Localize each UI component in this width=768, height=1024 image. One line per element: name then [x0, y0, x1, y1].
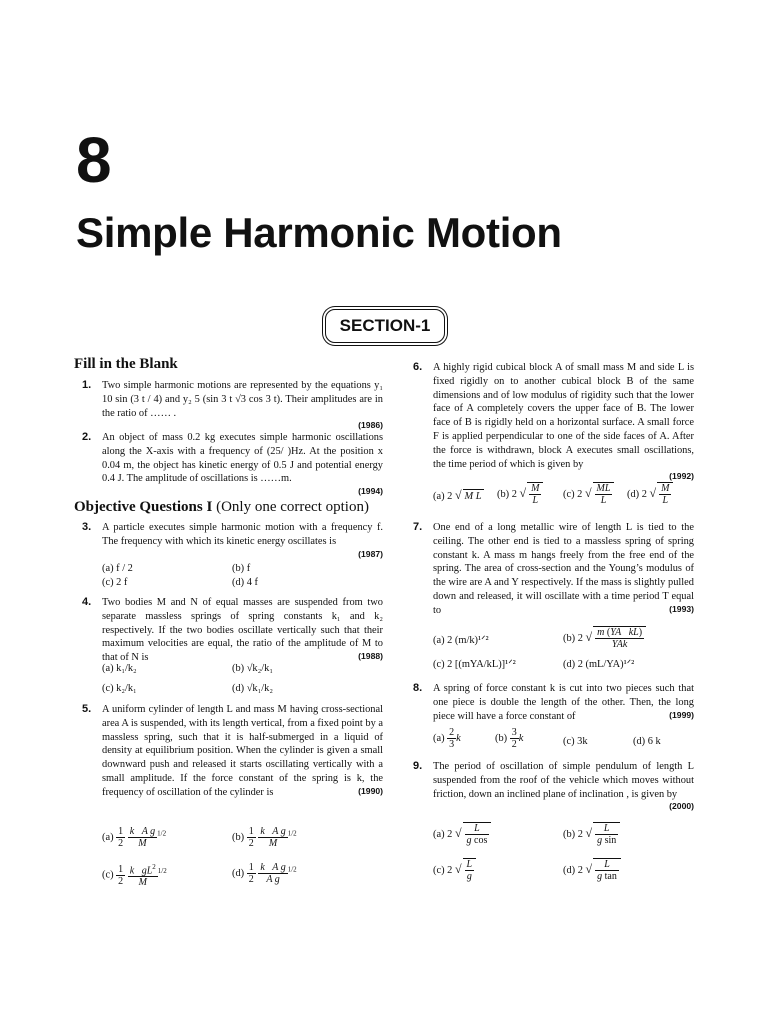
- section-label: SECTION-1: [325, 309, 445, 343]
- question-year: (1993): [669, 603, 694, 614]
- fraction: $\frac{\text{k A g}}{M}$: [260, 826, 286, 849]
- question-text: One end of a long metallic wire of length L is tied to the ceiling. The other end is tied to a massless spring of spring constant k. A mass m hangs freely from the free end of the spring. The area of cross-section and the Young’s modulus of the wire are A and Y respectively. If the mass is slightly pulled down and released, it will oscillate with a time period T equal to: [433, 522, 694, 616]
- option-d: (d) 2 √ $\frac{L}{\text{g tan}}$: [563, 858, 621, 882]
- question-5: [82, 703, 383, 800]
- fraction: $\frac{M}{L}$: [661, 483, 670, 506]
- fraction: $\frac{ML}{L}$: [596, 483, 611, 506]
- option-label: (a): [433, 732, 445, 744]
- option-c: (c) k₂/k₁: [102, 683, 137, 694]
- option-d: (d) $\frac{1}{2}$ $\frac{\text{k A g}}{\text{A g}}$ $^{1/2}$: [232, 862, 297, 885]
- question-1: [82, 379, 383, 431]
- fraction: $\frac{1}{2}$: [118, 863, 124, 887]
- option-label: (c) 2: [563, 488, 583, 500]
- option-a: (a) $\frac{1}{2}$ $\frac{\text{k A g}}{M}$ $^{1/2}$: [102, 826, 167, 849]
- option-label: (d) 2: [627, 488, 647, 500]
- question-year: (1999): [669, 709, 694, 720]
- question-5-options: [102, 818, 383, 890]
- option-b: (b) 2 √ $\frac{L}{\text{g sin}}$: [563, 822, 620, 846]
- question-number: 8.: [413, 682, 423, 694]
- option-b: (b) 2 √ $\frac{M}{L}$: [497, 482, 543, 506]
- option-label: (b) 2: [563, 828, 583, 840]
- option-c: (c) 2 f: [102, 577, 128, 588]
- option-d: (d) 6 k: [633, 736, 661, 747]
- question-8-options: [433, 727, 694, 755]
- question-text: A highly rigid cubical block A of small mass M and side L is fixed rigidly on to another cubical block B of the same dimensions and of low modulus of rigidity such that the lower face of A completely covers the upper face of B. The lower face of B is rigidly held on a horizontal surface. A small force F is applied perpendicular to one of the side faces of A. After the force is withdrawn, block A executes small oscillations, the time period of which is given by: [433, 362, 694, 470]
- question-4: [82, 596, 383, 665]
- question-number: 7.: [413, 521, 423, 533]
- option-c: (c) $\frac{1}{2}$ $\frac{k gL^2}{M}$ $^{1/2}$: [102, 863, 167, 889]
- question-number: 5.: [82, 703, 92, 715]
- question-text: A spring of force constant k is cut into two pieces such that one piece is double the length of the other. Then, the long piece will have a force constant of: [433, 683, 694, 722]
- option-c: (c) 2 √ $\frac{ML}{L}$: [563, 482, 614, 506]
- question-number: 9.: [413, 760, 423, 772]
- question-9-options: [433, 822, 694, 892]
- option-label: (b) 2: [497, 488, 517, 500]
- question-8: [413, 682, 694, 723]
- fraction: $\frac{3}{2}$: [511, 727, 517, 750]
- option-d: (d) 2 (mL/YA)¹ᐟ²: [563, 659, 635, 670]
- option-b: (b) 2 √ $\frac{\text{m (YA kL)}}{\text{YAk}}$: [563, 626, 646, 650]
- question-number: 3.: [82, 521, 92, 533]
- objective-questions-heading: [74, 499, 369, 516]
- option-label: (d): [232, 867, 245, 879]
- question-9: [413, 760, 694, 812]
- fraction: $\frac{\text{k A g}}{M}$: [129, 826, 156, 849]
- fill-in-blank-heading: Fill in the Blank: [74, 356, 178, 372]
- option-a: (a) k₁/k₂: [102, 663, 137, 674]
- question-7: [413, 521, 694, 618]
- option-b: (b) $\frac{3}{2}$ k: [495, 727, 524, 750]
- option-label: (b): [495, 732, 508, 744]
- option-label: (a): [102, 831, 114, 843]
- option-label: (d) 2: [563, 864, 583, 876]
- question-text: The period of oscillation of simple pendulum of length L suspended from the roof of the vehicle which moves without friction, down an inclined plane of inclination , is given by: [433, 761, 694, 800]
- question-number: 4.: [82, 596, 92, 608]
- option-a: (a) 2 (m/k)¹ᐟ²: [433, 635, 489, 646]
- question-number: 6.: [413, 361, 423, 373]
- fraction: $\frac{L}{\text{g cos}}$: [466, 823, 488, 846]
- fraction: $\frac{M}{L}$: [531, 483, 540, 506]
- question-text: A uniform cylinder of length L and mass M having cross-sectional area A is suspended, with its length vertical, from a fixed point by a massless spring, such that it is half-submerged in a liquid of density at equilibrium position. When the cylinder is given a small downward push and released it starts oscillating vertically with a small amplitude. If the force constant of the spring is k, the frequency of oscillation of the cylinder is: [102, 704, 383, 798]
- option-label: (a) 2: [433, 491, 453, 502]
- fraction: $\frac{\text{m (YA kL)}}{\text{YAk}}$: [597, 627, 643, 650]
- option-c: (c) 2 [(mYA/kL)]¹ᐟ²: [433, 659, 516, 670]
- fraction: $\frac{k gL^2}{M}$: [129, 863, 156, 889]
- question-3-options: [102, 562, 383, 592]
- question-6-options: [433, 482, 694, 514]
- question-year: (1992): [669, 471, 694, 482]
- option-a: (a) f / 2: [102, 563, 133, 574]
- option-label: (b): [232, 831, 245, 843]
- chapter-title: Simple Harmonic Motion: [76, 209, 562, 256]
- fraction: $\frac{L}{g}$: [466, 859, 473, 882]
- question-year: (1986): [358, 420, 383, 431]
- fraction: $\frac{\text{k A g}}{\text{A g}}$: [260, 862, 286, 885]
- option-label: (a) 2: [433, 828, 453, 840]
- option-label: (b) 2: [563, 632, 583, 644]
- question-year: (1988): [358, 651, 383, 662]
- question-6: [413, 361, 694, 482]
- option-c: (c) 2 √ $\frac{L}{g}$: [433, 858, 476, 882]
- option-a: (a) 2 √ M L: [433, 488, 482, 502]
- question-3: [82, 521, 383, 560]
- question-year: (1990): [358, 785, 383, 796]
- question-text: Two simple harmonic motions are represented by the equations y₁ 10 sin (3 t / 4) and y₂ 5 (sin 3 t √3 cos 3 t). Their amplitudes are in the ratio of …… .: [102, 380, 383, 419]
- question-2: [82, 431, 383, 497]
- option-label: (c) 2: [433, 864, 453, 876]
- fraction: $\frac{2}{3}$: [449, 727, 455, 750]
- question-year: (1987): [358, 548, 383, 559]
- option-d: (d) √k₁/k₂: [232, 683, 273, 694]
- question-7-options: [433, 626, 694, 676]
- option-b: (b) f: [232, 563, 251, 574]
- option-d: (d) 2 √ $\frac{M}{L}$: [627, 482, 673, 506]
- question-year: (2000): [669, 801, 694, 812]
- chapter-number: 8: [76, 124, 112, 196]
- objective-heading-text: Objective Questions I: [74, 499, 213, 515]
- option-a: (a) $\frac{2}{3}$ k: [433, 727, 461, 750]
- option-a: (a) 2 √ $\frac{L}{\text{g cos}}$: [433, 822, 491, 846]
- fraction: $\frac{L}{\text{g sin}}$: [597, 823, 617, 846]
- option-c: (c) 3k: [563, 736, 588, 747]
- fraction: $\frac{L}{\text{g tan}}$: [597, 859, 617, 882]
- question-text: A particle executes simple harmonic motion with a frequency f. The frequency with which its kinetic energy oscillates is: [102, 522, 383, 547]
- question-4-options: [102, 662, 383, 700]
- question-text: Two bodies M and N of equal masses are suspended from two separate massless springs of spring constants k₁ and k₂ respectively. If the two bodies oscillate vertically such that their maximum velocities are equal, the ratio of the amplitude of M to that of N is: [102, 597, 383, 664]
- option-b: (b) √k₂/k₁: [232, 663, 273, 674]
- fraction: $\frac{1}{2}$: [248, 862, 254, 885]
- question-number: 2.: [82, 431, 92, 443]
- fraction: $\frac{1}{2}$: [248, 826, 254, 849]
- question-year: (1994): [358, 486, 383, 497]
- question-number: 1.: [82, 379, 92, 391]
- option-label: (c): [102, 869, 114, 881]
- fraction: $\frac{1}{2}$: [118, 826, 124, 849]
- objective-heading-sub: (Only one correct option): [216, 499, 369, 515]
- option-b: (b) $\frac{1}{2}$ $\frac{\text{k A g}}{M}$ $^{1/2}$: [232, 826, 297, 849]
- question-text: An object of mass 0.2 kg executes simple harmonic oscillations along the X-axis with a frequency of (25/ )Hz. At the position x 0.04 m, the object has kinetic energy of 0.5 J and potential energy 0.4 J. The amplitude of oscillations is ……m.: [102, 432, 383, 485]
- option-d: (d) 4 f: [232, 577, 258, 588]
